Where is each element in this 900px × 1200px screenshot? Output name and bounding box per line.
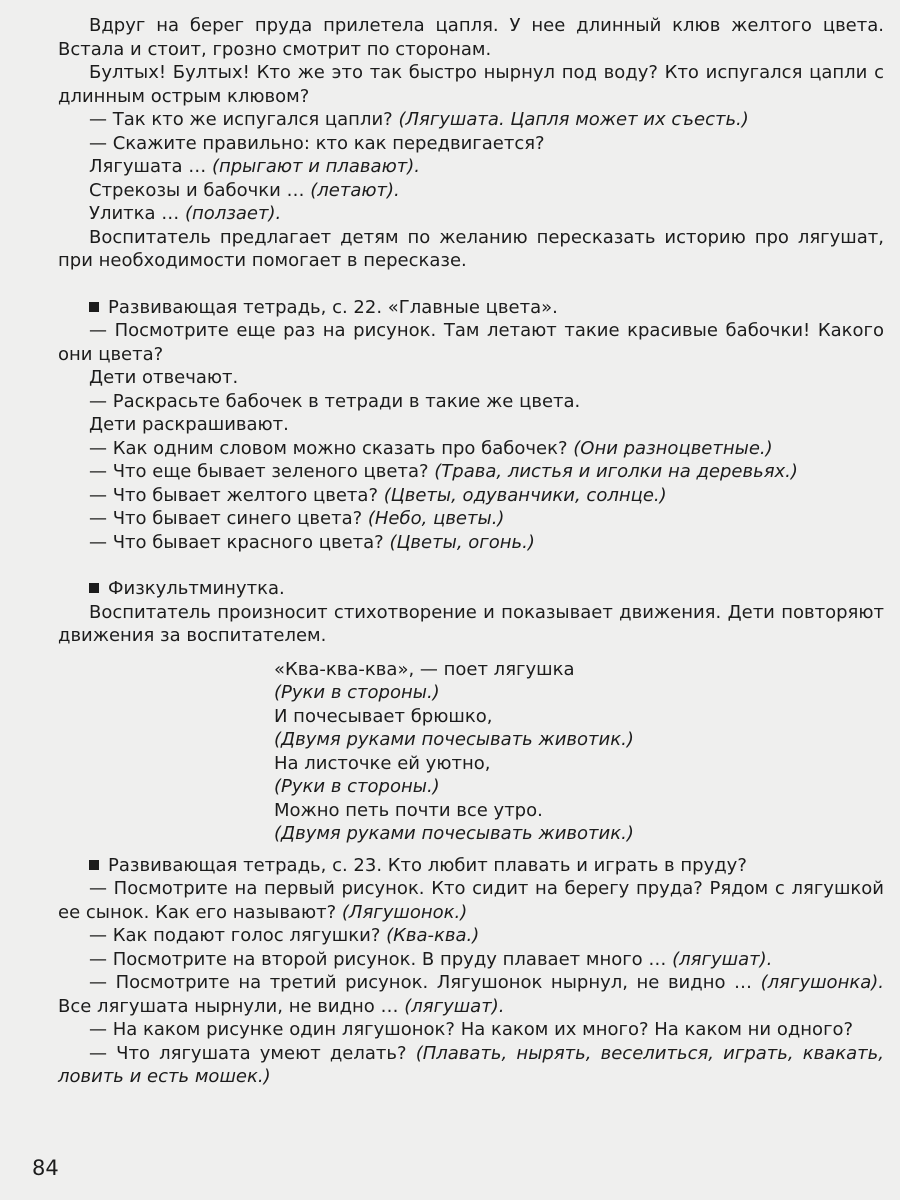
section-heading-text: Развивающая тетрадь, с. 22. «Главные цвета». [108, 296, 558, 318]
answer: (Цветы, одуванчики, солнце.) [383, 484, 667, 506]
answer: (Ква-ква.) [386, 925, 480, 946]
section-heading [58, 296, 884, 320]
paragraph [58, 531, 884, 555]
paragraph [58, 971, 884, 1018]
question: — Посмотрите на третий рисунок. Лягушонок нырнул, не видно … [89, 972, 761, 993]
poem-line: «Ква-ква-ква», — поет лягушка [274, 658, 575, 680]
question: — Что бывает красного цвета? [89, 531, 390, 553]
paragraph [58, 507, 884, 531]
section-heading [58, 854, 884, 878]
poem-line: И почесывает брюшко, [274, 705, 493, 727]
question: — Что бывает синего цвета? [89, 508, 368, 529]
answer: (Они разноцветные.) [573, 437, 773, 459]
question: — Что еще бывает зеленого цвета? [89, 461, 435, 482]
poem-line: (Руки в стороны.) [274, 682, 440, 703]
poem-line: (Руки в стороны.) [274, 776, 440, 797]
paragraph [58, 108, 884, 132]
answer: (Трава, листья и иголки на деревьях.) [434, 461, 798, 482]
paragraph [58, 1042, 884, 1089]
question: — Посмотрите на первый рисунок. Кто сидит на берегу пруда? Рядом с лягушкой ее сынок. Как его называют? [58, 878, 884, 923]
paragraph: Воспитатель предлагает детям по желанию пересказать историю про лягушат, при необходимости помогает в пересказе. [58, 226, 884, 271]
answer: (Цветы, огонь.) [389, 531, 535, 553]
poem-line: Можно петь почти все утро. [274, 799, 543, 821]
question: — Посмотрите на второй рисунок. В пруду плавает много … [89, 948, 673, 970]
paragraph: Вдруг на берег пруда прилетела цапля. У нее длинный клюв желтого цвета. Встала и стоит, грозно смотрит по сторонам. [58, 15, 884, 60]
section-heading-text: Развивающая тетрадь, с. 23. Кто любит плавать и играть в пруду? [108, 854, 747, 876]
square-bullet-icon [89, 583, 99, 593]
paragraph: Дети отвечают. [89, 367, 239, 388]
square-bullet-icon [89, 860, 99, 870]
question: Стрекозы и бабочки … [89, 179, 311, 201]
paragraph: — Скажите правильно: кто как передвигается? [89, 132, 545, 154]
answer: (Небо, цветы.) [367, 508, 505, 529]
section-heading [58, 577, 884, 601]
answer: (лягушат). [404, 995, 505, 1017]
question: — Что лягушата умеют делать? [89, 1042, 416, 1064]
paragraph: Бултых! Бултых! Кто же это так быстро нырнул под воду? Кто испугался цапли с длинным острым клювом? [58, 62, 884, 107]
page-number: 84 [32, 1156, 59, 1180]
answer: (Лягушата. Цапля может их съесть.) [398, 109, 749, 130]
answer: (ползает). [185, 203, 282, 224]
question: — Как одним словом можно сказать про бабочек? [89, 437, 574, 459]
page-text [58, 14, 884, 1089]
answer: (Лягушонок.) [341, 901, 468, 923]
question: Лягушата … [89, 156, 212, 177]
answer: (прыгают и плавают). [211, 156, 420, 177]
answer: (Плавать, нырять, веселиться, играть, квакать, ловить и есть мошек.) [58, 1042, 884, 1087]
question: — Как подают голос лягушки? [89, 925, 387, 946]
paragraph: — Раскрасьте бабочек в тетради в такие же цвета. [89, 390, 581, 412]
paragraph [58, 484, 884, 508]
answer: (лягушонка). [760, 972, 884, 993]
question: Улитка … [89, 203, 186, 224]
poem-line: (Двумя руками почесывать животик.) [274, 823, 634, 844]
paragraph: Дети раскрашивают. [89, 414, 289, 435]
paragraph [58, 924, 884, 948]
poem-line: На листочке ей уютно, [274, 752, 491, 774]
poem-line: (Двумя руками почесывать животик.) [274, 729, 634, 750]
paragraph: — Посмотрите еще раз на рисунок. Там летают такие красивые бабочки! Какого они цвета? [58, 320, 884, 365]
paragraph: — На каком рисунке один лягушонок? На каком их много? На каком ни одного? [89, 1019, 854, 1040]
question: — Так кто же испугался цапли? [89, 109, 399, 130]
question: Все лягушата нырнули, не видно … [58, 995, 405, 1017]
paragraph [58, 877, 884, 924]
square-bullet-icon [89, 302, 99, 312]
paragraph [58, 437, 884, 461]
paragraph [58, 179, 884, 203]
paragraph [58, 202, 884, 226]
answer: (летают). [310, 179, 400, 201]
paragraph [58, 948, 884, 972]
paragraph: Воспитатель произносит стихотворение и показывает движения. Дети повторяют движения за воспитателем. [58, 601, 884, 646]
section-heading-text: Физкультминутка. [108, 578, 285, 599]
poem [274, 658, 884, 846]
question: — Что бывает желтого цвета? [89, 484, 384, 506]
answer: (лягушат). [672, 948, 773, 970]
paragraph [58, 460, 884, 484]
paragraph [58, 155, 884, 179]
